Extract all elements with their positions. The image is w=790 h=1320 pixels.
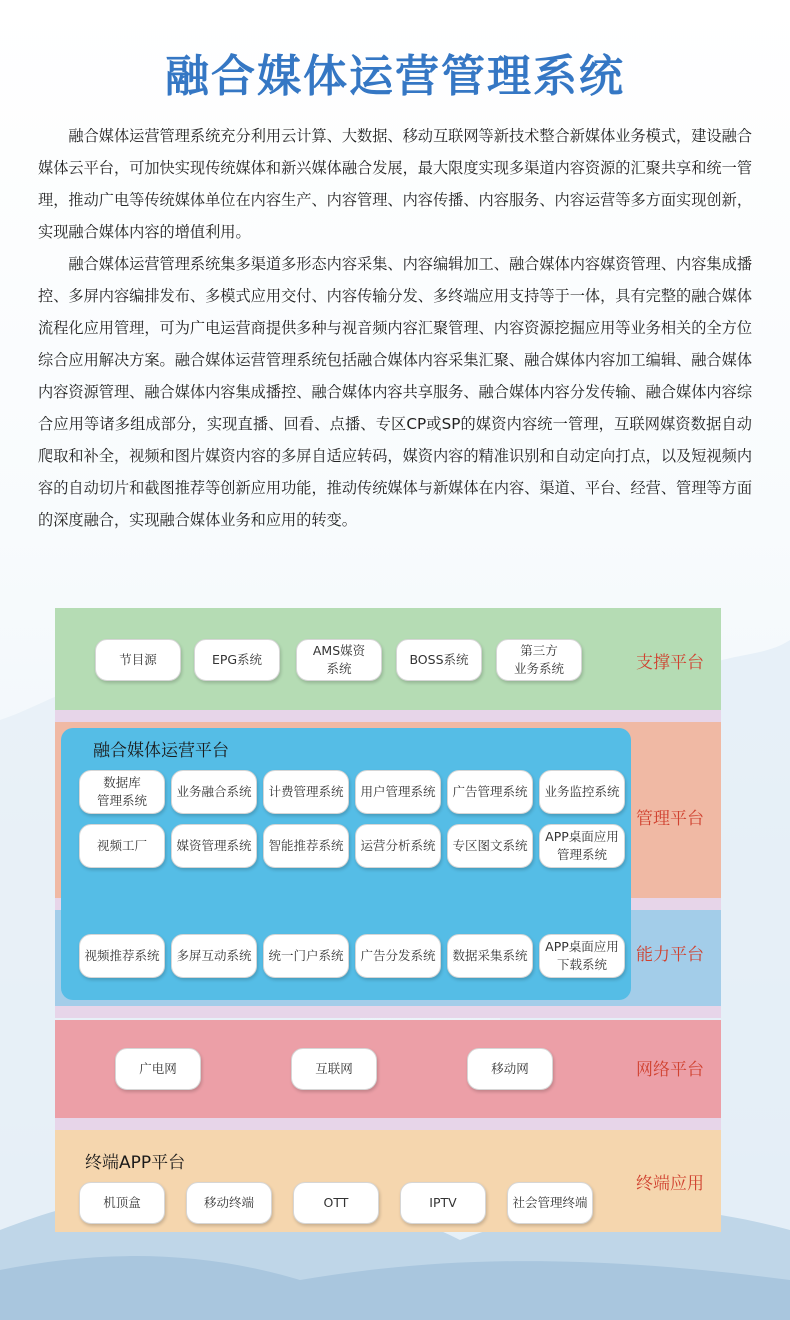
- terminal-item-settop-box: 机顶盒: [79, 1182, 165, 1224]
- terminal-item-mobile-terminal: 移动终端: [186, 1182, 272, 1224]
- intro-text: [38, 120, 752, 536]
- network-platform-label: 网络平台: [636, 1060, 704, 1080]
- media-row2-video-factory: 视频工厂: [79, 824, 165, 868]
- intro-paragraph-2: 融合媒体运营管理系统集多渠道多形态内容采集、内容编辑加工、融合媒体内容媒资管理、内容集成播控、多屏内容编排发布、多模式应用交付、内容传输分发、多终端应用支持等于一体，具有完整的融合媒体流程化应用管理，可为广电运营商提供多种与视音频内容汇聚管理、内容资源挖掘应用等业务相关的全方位综合应用解决方案。融合媒体运营管理系统包括融合媒体内容采集汇聚、融合媒体内容加工编辑、融合媒体内容资源管理、融合媒体内容集成播控、融合媒体内容共享服务、融合媒体内容分发传输、融合媒体内容综合应用等诸多组成部分，实现直播、回看、点播、专区CP或SP的媒资内容统一管理，互联网媒资数据自动爬取和补全，视频和图片媒资内容的多屏自适应转码，媒资内容的精准识别和自动定向打点，以及短视频内容的自动切片和截图推荐等创新应用功能，推动传统媒体与新媒体在内容、渠道、平台、经营、管理等方面的深度融合，实现融合媒体业务和应用的转变。: [38, 255, 752, 529]
- network-item-mobile: 移动网: [467, 1048, 553, 1090]
- terminal-item-social-management: 社会管理终端: [507, 1182, 593, 1224]
- media-row3-multiscreen: 多屏互动系统: [171, 934, 257, 978]
- media-row3-unified-portal: 统一门户系统: [263, 934, 349, 978]
- media-platform-title: 融合媒体运营平台: [93, 741, 229, 761]
- media-row2-smart-recommend: 智能推荐系统: [263, 824, 349, 868]
- support-item-third-party: 第三方 业务系统: [496, 639, 582, 681]
- media-row2-zone-graphics: 专区图文系统: [447, 824, 533, 868]
- terminal-application-label: 终端应用: [636, 1174, 704, 1194]
- media-row3-video-recommend: 视频推荐系统: [79, 934, 165, 978]
- media-row1-user-management: 用户管理系统: [355, 770, 441, 814]
- architecture-diagram: [55, 608, 721, 1232]
- band-separator: [55, 710, 721, 722]
- media-row1-billing: 计费管理系统: [263, 770, 349, 814]
- media-row1-database: 数据库 管理系统: [79, 770, 165, 814]
- media-row3-ad-distribution: 广告分发系统: [355, 934, 441, 978]
- media-row1-ad-management: 广告管理系统: [447, 770, 533, 814]
- media-row3-app-desktop-download: APP桌面应用 下载系统: [539, 934, 625, 978]
- network-item-internet: 互联网: [291, 1048, 377, 1090]
- capability-platform-label: 能力平台: [636, 945, 704, 965]
- media-row1-monitoring: 业务监控系统: [539, 770, 625, 814]
- management-platform-label: 管理平台: [636, 809, 704, 829]
- media-row2-app-desktop-management: APP桌面应用 管理系统: [539, 824, 625, 868]
- media-row2-asset-management: 媒资管理系统: [171, 824, 257, 868]
- band-separator: [55, 1006, 721, 1018]
- page-title: 融合媒体运营管理系统: [165, 51, 625, 102]
- terminal-item-ott: OTT: [293, 1182, 379, 1224]
- support-item-boss: BOSS系统: [396, 639, 482, 681]
- band-separator: [55, 1118, 721, 1130]
- media-row3-data-collection: 数据采集系统: [447, 934, 533, 978]
- media-row2-operation-analysis: 运营分析系统: [355, 824, 441, 868]
- support-platform-label: 支撑平台: [636, 653, 704, 673]
- network-item-broadcast: 广电网: [115, 1048, 201, 1090]
- terminal-app-platform-title: 终端APP平台: [85, 1153, 186, 1173]
- intro-paragraph-1: 融合媒体运营管理系统充分利用云计算、大数据、移动互联网等新技术整合新媒体业务模式，建设融合媒体云平台，可加快实现传统媒体和新兴媒体融合发展，最大限度实现多渠道内容资源的汇聚共享和统一管理，推动广电等传统媒体单位在内容生产、内容管理、内容传播、内容服务、内容运营等多方面实现创新，实现融合媒体内容的增值利用。: [38, 127, 752, 241]
- terminal-item-iptv: IPTV: [400, 1182, 486, 1224]
- support-item-epg: EPG系统: [194, 639, 280, 681]
- support-item-ams: AMS媒资 系统: [296, 639, 382, 681]
- media-row1-business-fusion: 业务融合系统: [171, 770, 257, 814]
- support-item-program-source: 节目源: [95, 639, 181, 681]
